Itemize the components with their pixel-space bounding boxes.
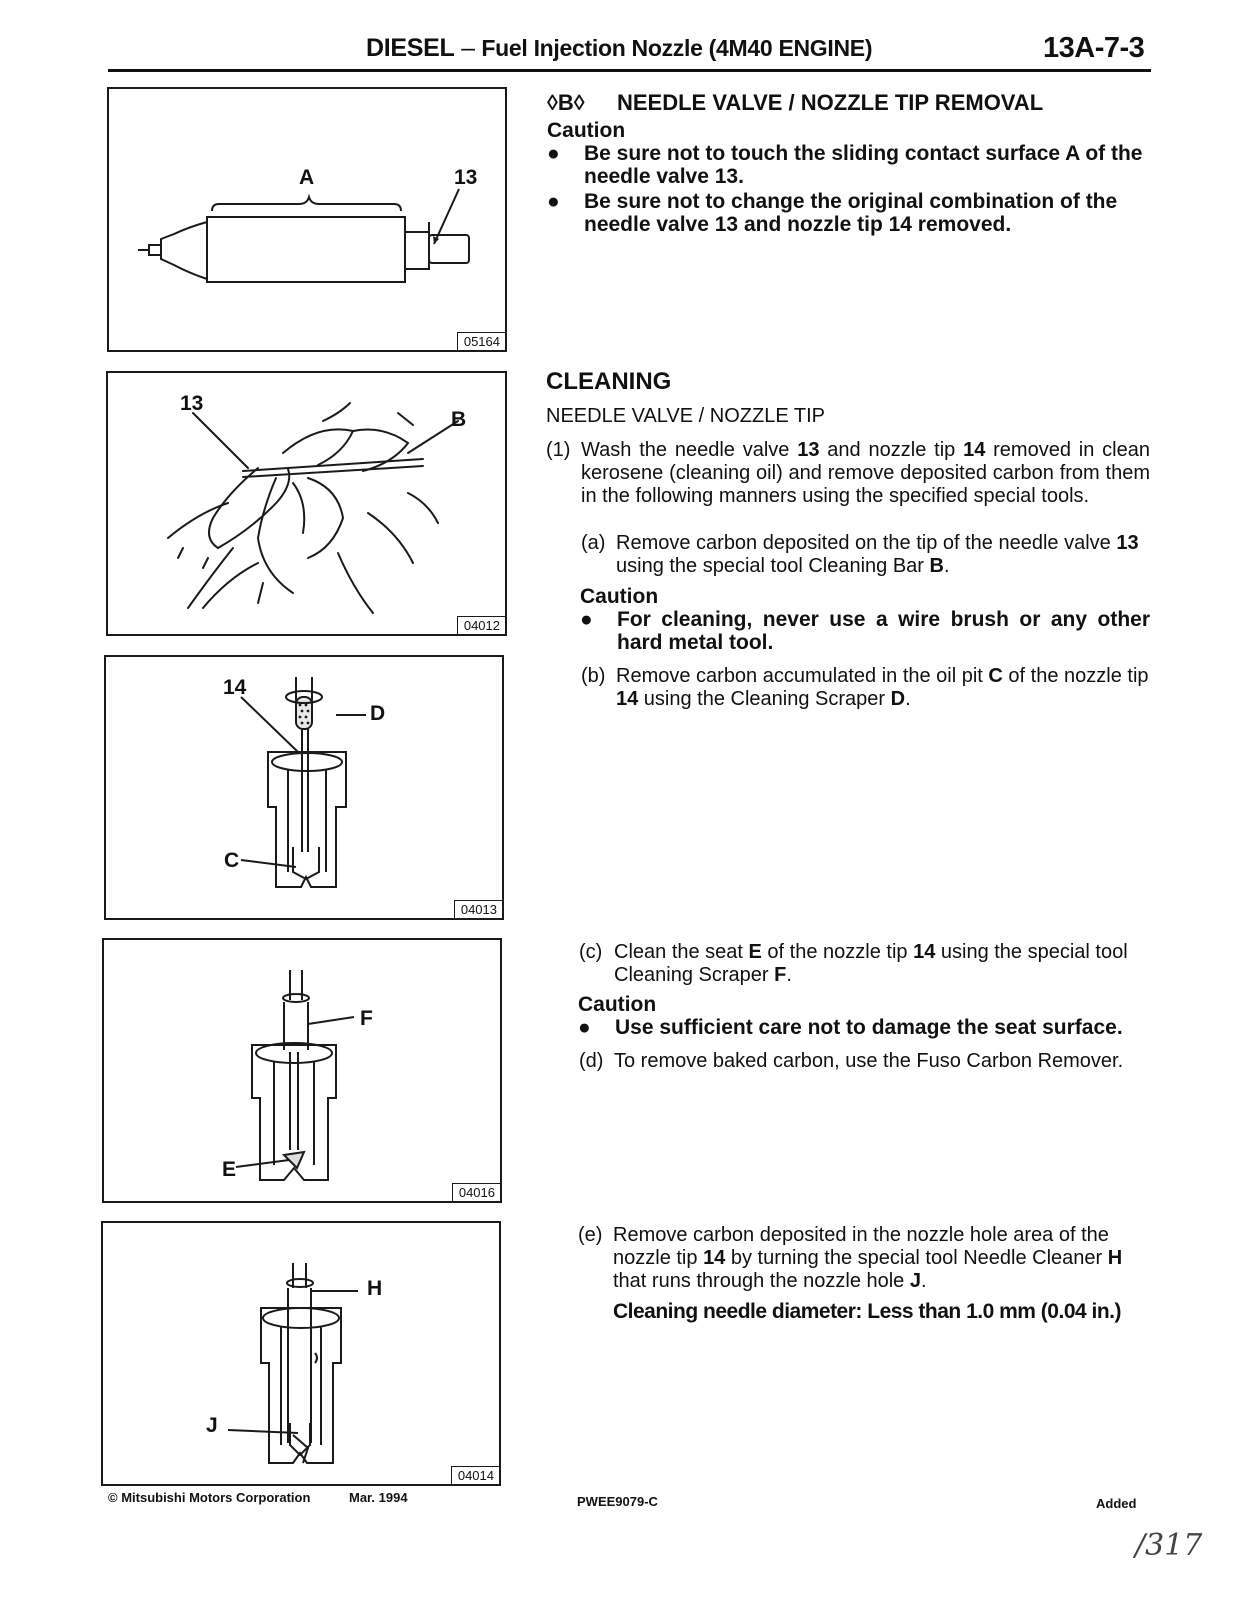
caution-block-2 — [578, 993, 1150, 1039]
bullet-line: needle valve 13 and nozzle tip 14 removed. — [584, 213, 1012, 236]
figure-id: 04016 — [452, 1183, 500, 1201]
figure-needle-valve — [107, 87, 507, 352]
caution-bullet: ● Be sure not to change the original combination of the needle valve 13 and nozzle tip 14 removed. — [547, 190, 1118, 236]
title-main: DIESEL — [366, 34, 455, 62]
removal-title: NEEDLE VALVE / NOZZLE TIP REMOVAL — [617, 90, 1044, 115]
bullet-line: Be sure not to touch the sliding contact surface A of the — [584, 142, 1143, 165]
label-13: 13 — [180, 392, 204, 415]
step-text: Clean the seat E of the nozzle tip 14 using the special tool Cleaning Scraper F. — [614, 941, 1128, 986]
bullet-line: needle valve 13. — [584, 165, 744, 188]
page-number: 13A-7-3 — [1043, 32, 1145, 64]
label-e: E — [222, 1158, 237, 1181]
caution-block-1 — [580, 585, 1150, 654]
step-letter: (b) — [581, 665, 606, 687]
step-letter: (e) — [578, 1224, 603, 1246]
figure-id: 05164 — [457, 332, 505, 350]
caution-bullet: ● Use sufficient care not to damage the seat surface. — [578, 1016, 1123, 1039]
footer-date: Mar. 1994 — [349, 1490, 408, 1505]
figure-seat-cleaning — [102, 938, 502, 1203]
header-rule — [108, 69, 1151, 72]
step-text: To remove baked carbon, use the Fuso Carbon Remover. — [614, 1050, 1124, 1072]
footer-copyright: © Mitsubishi Motors Corporation — [108, 1490, 311, 1505]
step-text: Remove carbon accumulated in the oil pit C of the nozzle tip 14 using the Cleaning Scraper D. — [616, 665, 1149, 710]
footer-code: PWEE9079-C — [577, 1494, 658, 1509]
step-number: (1) — [546, 439, 571, 461]
step-marker: ◊B◊ — [547, 90, 585, 115]
bullet-text: Use sufficient care not to damage the seat surface. — [615, 1016, 1123, 1039]
bullet-text: For cleaning, never use a wire brush or any other hard metal tool. — [617, 608, 1150, 654]
cleaning-title: CLEANING — [546, 368, 672, 395]
cleaning-heading — [546, 370, 671, 393]
step-text: Remove carbon deposited in the nozzle hole area of the nozzle tip 14 by turning the special tool Needle Cleaner H that runs through the nozzle hole J. — [613, 1224, 1123, 1292]
label-14: 14 — [223, 676, 247, 699]
removal-heading — [547, 91, 1157, 114]
label-h: H — [367, 1277, 383, 1300]
figure-id: 04013 — [454, 900, 502, 918]
figure-needle-cleaner — [101, 1221, 501, 1486]
figure-oil-pit — [104, 655, 504, 920]
caution-label: Caution — [580, 585, 659, 608]
caution-label: Caution — [547, 119, 626, 142]
step-letter: (d) — [579, 1050, 604, 1072]
step-text: Wash the needle valve 13 and nozzle tip 14 removed in clean kerosene (cleaning oil) and remove deposited carbon from them in the following manners using the specified special tools. — [581, 439, 1150, 507]
nozzle-tip-drawing-oil-pit — [106, 657, 506, 922]
spec-needle-diameter: Cleaning needle diameter: Less than 1.0 mm (0.04 in.) — [613, 1300, 1121, 1323]
caution-bullet: ● Be sure not to touch the sliding contact surface A of the needle valve 13. — [547, 142, 1143, 188]
bullet-line: Be sure not to change the original combination of the — [584, 190, 1118, 213]
step-a — [581, 532, 1150, 578]
step-1 — [546, 439, 1150, 508]
nozzle-tip-drawing-needle — [103, 1223, 503, 1488]
nozzle-tip-drawing-seat — [104, 940, 504, 1205]
needle-valve-drawing — [109, 89, 509, 354]
removal-section — [547, 91, 1157, 236]
label-c: C — [224, 849, 240, 872]
handwritten-annotation: /317 — [1135, 1528, 1203, 1563]
step-text: Remove carbon deposited on the tip of the needle valve 13 using the special tool Cleaning Bar B. — [616, 532, 1139, 577]
step-d — [579, 1050, 1149, 1073]
figure-id: 04012 — [457, 616, 505, 634]
label-j: J — [206, 1414, 218, 1437]
step-letter: (a) — [581, 532, 606, 554]
step-e — [578, 1224, 1148, 1293]
label-13: 13 — [454, 166, 478, 189]
title-separator: – — [454, 34, 482, 62]
figure-cleaning-bar — [106, 371, 507, 636]
step-b — [581, 665, 1150, 711]
caution-label: Caution — [578, 993, 657, 1016]
cleaning-subtitle: NEEDLE VALVE / NOZZLE TIP — [546, 405, 825, 427]
label-f: F — [360, 1007, 373, 1030]
step-letter: (c) — [579, 941, 603, 963]
figure-id: 04014 — [451, 1466, 499, 1484]
page-title — [366, 34, 872, 63]
step-c — [579, 941, 1149, 987]
caution-bullet: ● For cleaning, never use a wire brush or any other hard metal tool. — [580, 608, 1150, 654]
footer-status: Added — [1096, 1496, 1137, 1511]
hands-drawing — [108, 373, 509, 638]
label-b: B — [451, 408, 467, 431]
label-a: A — [299, 166, 315, 189]
label-d: D — [370, 702, 386, 725]
title-subtitle: Fuel Injection Nozzle (4M40 ENGINE) — [481, 35, 873, 61]
